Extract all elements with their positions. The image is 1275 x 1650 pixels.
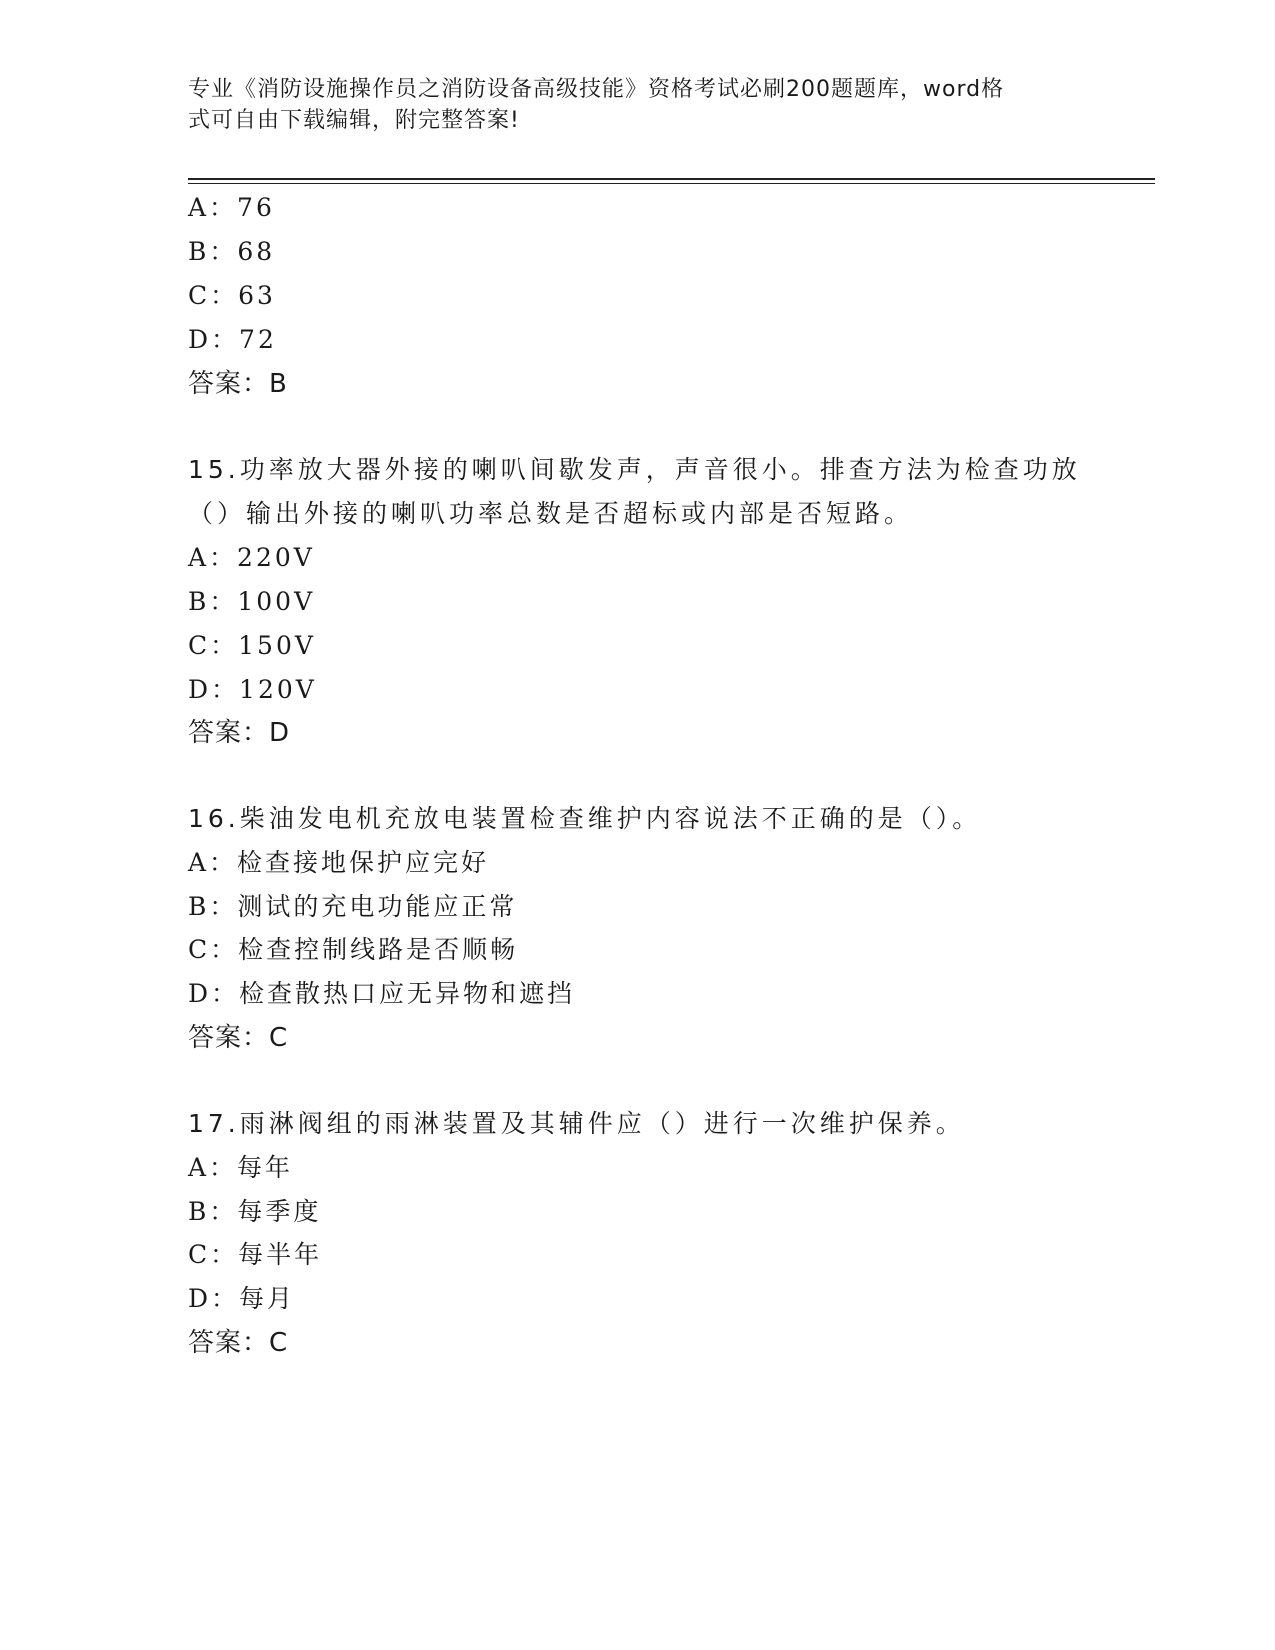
q15-stem-line-2: （）输出外接的喇叭功率总数是否超标或内部是否短路。 [188, 499, 914, 528]
q17-option-a: A：每年 [188, 1153, 294, 1182]
q17-option-b: B：每季度 [188, 1197, 322, 1226]
q15-option-b: B：100V [188, 587, 316, 616]
q17-answer: 答案：C [188, 1328, 289, 1358]
q16-stem: 16.柴油发电机充放电装置检查维护内容说法不正确的是（）。 [188, 804, 982, 833]
header-line-1: 专业《消防设施操作员之消防设备高级技能》资格考试必刷200题题库，word格 [188, 77, 1005, 102]
q15-option-d: D：120V [188, 675, 317, 704]
q15-answer: 答案：D [188, 718, 291, 748]
q16-option-c: C：检查控制线路是否顺畅 [188, 935, 519, 964]
q14-answer: 答案：B [188, 369, 288, 399]
q15-option-a: A：220V [188, 543, 315, 572]
header-rule-thick [188, 178, 1155, 180]
q17-option-d: D：每月 [188, 1284, 296, 1313]
q14-option-d: D：72 [188, 325, 277, 354]
q15-stem-line-1: 15.功率放大器外接的喇叭间歇发声，声音很小。排查方法为检查功放 [188, 455, 1081, 484]
q16-answer: 答案：C [188, 1023, 289, 1053]
q15-option-c: C：150V [188, 631, 316, 660]
q16-option-d: D：检查散热口应无异物和遮挡 [188, 979, 576, 1008]
q14-option-b: B：68 [188, 237, 276, 266]
header-rule-thin [188, 183, 1155, 184]
q16-option-b: B：测试的充电功能应正常 [188, 892, 518, 921]
q17-option-c: C：每半年 [188, 1240, 323, 1269]
q14-option-a: A：76 [188, 193, 275, 222]
q14-option-c: C：63 [188, 281, 276, 310]
q16-option-a: A：检查接地保护应完好 [188, 848, 490, 877]
header-line-2: 式可自由下载编辑，附完整答案! [188, 108, 520, 133]
document-header [188, 74, 1068, 136]
q17-stem: 17.雨淋阀组的雨淋装置及其辅件应（）进行一次维护保养。 [188, 1109, 965, 1138]
